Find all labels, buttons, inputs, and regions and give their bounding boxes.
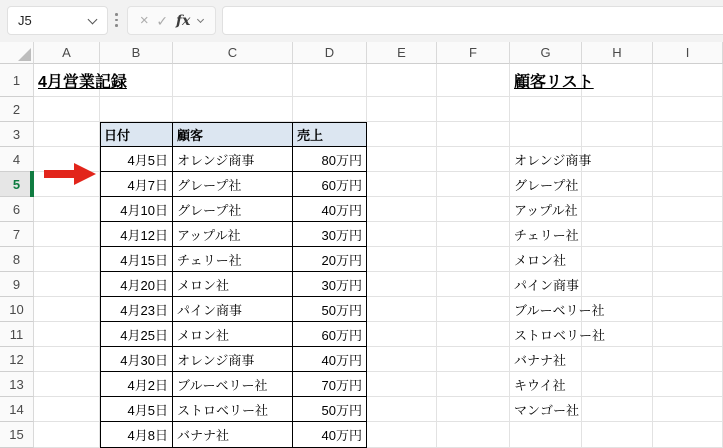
cell-C12[interactable]: オレンジ商事	[173, 347, 293, 372]
cell-D13[interactable]: 70万円	[293, 372, 367, 397]
cell-F3[interactable]	[437, 122, 510, 147]
cell-F4[interactable]	[437, 147, 510, 172]
cell-G2[interactable]	[510, 97, 582, 122]
cell-A7[interactable]	[34, 222, 100, 247]
red-arrow-shaft	[44, 170, 75, 178]
cell-C10[interactable]: パイン商事	[173, 297, 293, 322]
name-box-value: J5	[18, 13, 32, 28]
name-box[interactable]	[7, 6, 108, 35]
cell-B12[interactable]: 4月30日	[100, 347, 173, 372]
cell-H7[interactable]	[582, 222, 653, 247]
cell-F13[interactable]	[437, 372, 510, 397]
cell-H9[interactable]	[582, 272, 653, 297]
cancel-icon[interactable]: ×	[139, 12, 149, 29]
cell-I9[interactable]	[653, 272, 723, 297]
chevron-down-icon[interactable]	[88, 14, 98, 24]
cell-G5[interactable]: グレープ社	[510, 172, 582, 197]
cell-H4[interactable]	[582, 147, 653, 172]
cell-H10[interactable]	[582, 297, 653, 322]
cell-B9[interactable]: 4月20日	[100, 272, 173, 297]
sheet-grid	[0, 42, 723, 448]
cell-F14[interactable]	[437, 397, 510, 422]
cell-I2[interactable]	[653, 97, 723, 122]
cell-F6[interactable]	[437, 197, 510, 222]
cell-G8[interactable]: メロン社	[510, 247, 582, 272]
cell-E11[interactable]	[367, 322, 437, 347]
row-header-1[interactable]: 1	[0, 64, 34, 97]
row-header-6[interactable]: 6	[0, 197, 34, 222]
cell-A12[interactable]	[34, 347, 100, 372]
cell-C13[interactable]: ブルーベリー社	[173, 372, 293, 397]
cell-A10[interactable]	[34, 297, 100, 322]
cell-C5[interactable]: グレープ社	[173, 172, 293, 197]
cell-A6[interactable]	[34, 197, 100, 222]
select-all-corner[interactable]	[0, 42, 34, 64]
table-header-sales[interactable]: 売上	[293, 122, 367, 147]
cell-C11[interactable]: メロン社	[173, 322, 293, 347]
cell-E4[interactable]	[367, 147, 437, 172]
formula-toolbar	[0, 0, 723, 42]
cell-I4[interactable]	[653, 147, 723, 172]
cell-E12[interactable]	[367, 347, 437, 372]
cell-G10[interactable]: ブルーベリー社	[510, 297, 582, 322]
cell-D6[interactable]: 40万円	[293, 197, 367, 222]
cell-D7[interactable]: 30万円	[293, 222, 367, 247]
accept-icon[interactable]: ✓	[156, 12, 169, 29]
cell-F9[interactable]	[437, 272, 510, 297]
column-header-B[interactable]: B	[100, 42, 173, 64]
cell-C6[interactable]: グレープ社	[173, 197, 293, 222]
cell-E5[interactable]	[367, 172, 437, 197]
corner-triangle-icon	[18, 48, 31, 61]
cell-E13[interactable]	[367, 372, 437, 397]
row-header-2[interactable]: 2	[0, 97, 34, 122]
cell-F15[interactable]	[437, 422, 510, 448]
cell-D11[interactable]: 60万円	[293, 322, 367, 347]
cell-H6[interactable]	[582, 197, 653, 222]
cell-A9[interactable]	[34, 272, 100, 297]
cell-E10[interactable]	[367, 297, 437, 322]
cell-D15[interactable]: 40万円	[293, 422, 367, 448]
cell-E8[interactable]	[367, 247, 437, 272]
cell-G3[interactable]	[510, 122, 582, 147]
cell-D12[interactable]: 40万円	[293, 347, 367, 372]
cell-H5[interactable]	[582, 172, 653, 197]
table-header-customer[interactable]: 顧客	[173, 122, 293, 147]
cell-D8[interactable]: 20万円	[293, 247, 367, 272]
formula-button-group	[127, 6, 216, 35]
cell-E3[interactable]	[367, 122, 437, 147]
column-header-F[interactable]: F	[437, 42, 510, 64]
cell-C15[interactable]: バナナ社	[173, 422, 293, 448]
cell-D14[interactable]: 50万円	[293, 397, 367, 422]
insert-function-icon[interactable]: fx	[175, 12, 191, 29]
cell-A8[interactable]	[34, 247, 100, 272]
cell-G15[interactable]	[510, 422, 582, 448]
cell-I14[interactable]	[653, 397, 723, 422]
cell-C2[interactable]	[173, 97, 293, 122]
cell-H15[interactable]	[582, 422, 653, 448]
cell-D4[interactable]: 80万円	[293, 147, 367, 172]
cell-A13[interactable]	[34, 372, 100, 397]
cell-G6[interactable]: アップル社	[510, 197, 582, 222]
row-header-9[interactable]: 9	[0, 272, 34, 297]
cell-H3[interactable]	[582, 122, 653, 147]
cell-I1[interactable]	[653, 64, 723, 97]
cell-I10[interactable]	[653, 297, 723, 322]
column-header-I[interactable]: I	[653, 42, 723, 64]
cell-F7[interactable]	[437, 222, 510, 247]
cell-C1[interactable]	[173, 64, 293, 97]
vertical-dots-icon	[115, 13, 118, 27]
cell-B13[interactable]: 4月2日	[100, 372, 173, 397]
cell-C8[interactable]: チェリー社	[173, 247, 293, 272]
cell-B10[interactable]: 4月23日	[100, 297, 173, 322]
cell-A11[interactable]	[34, 322, 100, 347]
cell-H2[interactable]	[582, 97, 653, 122]
cell-B4[interactable]: 4月5日	[100, 147, 173, 172]
cell-H14[interactable]	[582, 397, 653, 422]
cell-E14[interactable]	[367, 397, 437, 422]
cell-C14[interactable]: ストロベリー社	[173, 397, 293, 422]
column-header-H[interactable]: H	[582, 42, 653, 64]
row-header-13[interactable]: 13	[0, 372, 34, 397]
cell-B7[interactable]: 4月12日	[100, 222, 173, 247]
table-header-date[interactable]: 日付	[100, 122, 173, 147]
cell-E2[interactable]	[367, 97, 437, 122]
column-header-E[interactable]: E	[367, 42, 437, 64]
cell-C4[interactable]: オレンジ商事	[173, 147, 293, 172]
cell-F2[interactable]	[437, 97, 510, 122]
cell-I15[interactable]	[653, 422, 723, 448]
column-header-C[interactable]: C	[173, 42, 293, 64]
column-header-D[interactable]: D	[293, 42, 367, 64]
cell-G13[interactable]: キウイ社	[510, 372, 582, 397]
row-header-15[interactable]: 15	[0, 422, 34, 448]
row-header-14[interactable]: 14	[0, 397, 34, 422]
red-arrow-head	[74, 163, 96, 185]
cell-G14[interactable]: マンゴー社	[510, 397, 582, 422]
cell-B5[interactable]: 4月7日	[100, 172, 173, 197]
cell-F10[interactable]	[437, 297, 510, 322]
row-header-3[interactable]: 3	[0, 122, 34, 147]
cell-G11[interactable]: ストロベリー社	[510, 322, 582, 347]
row-header-8[interactable]: 8	[0, 247, 34, 272]
chevron-down-icon[interactable]	[197, 15, 204, 22]
cell-I11[interactable]	[653, 322, 723, 347]
cell-G1-list-title[interactable]: 顧客リスト	[510, 64, 582, 97]
red-arrow-shape[interactable]	[44, 163, 96, 185]
column-header-A[interactable]: A	[34, 42, 100, 64]
cell-I8[interactable]	[653, 247, 723, 272]
cell-A1-title[interactable]: 4月営業記録	[34, 64, 100, 97]
cell-I3[interactable]	[653, 122, 723, 147]
cell-B8[interactable]: 4月15日	[100, 247, 173, 272]
cell-E6[interactable]	[367, 197, 437, 222]
cell-E9[interactable]	[367, 272, 437, 297]
cell-A2[interactable]	[34, 97, 100, 122]
cell-D5[interactable]: 60万円	[293, 172, 367, 197]
cell-B6[interactable]: 4月10日	[100, 197, 173, 222]
cell-B11[interactable]: 4月25日	[100, 322, 173, 347]
cell-E7[interactable]	[367, 222, 437, 247]
column-header-G[interactable]: G	[510, 42, 582, 64]
cell-H13[interactable]	[582, 372, 653, 397]
cell-D2[interactable]	[293, 97, 367, 122]
cell-I12[interactable]	[653, 347, 723, 372]
cell-D9[interactable]: 30万円	[293, 272, 367, 297]
cell-F1[interactable]	[437, 64, 510, 97]
cell-B15[interactable]: 4月8日	[100, 422, 173, 448]
cell-B14[interactable]: 4月5日	[100, 397, 173, 422]
cell-H12[interactable]	[582, 347, 653, 372]
cell-I7[interactable]	[653, 222, 723, 247]
cell-F5[interactable]	[437, 172, 510, 197]
cell-G9[interactable]: パイン商事	[510, 272, 582, 297]
cell-G7[interactable]: チェリー社	[510, 222, 582, 247]
row-header-11[interactable]: 11	[0, 322, 34, 347]
cell-G4[interactable]: オレンジ商事	[510, 147, 582, 172]
row-header-5[interactable]: 5	[0, 172, 34, 197]
cell-F11[interactable]	[437, 322, 510, 347]
row-header-12[interactable]: 12	[0, 347, 34, 372]
row-header-10[interactable]: 10	[0, 297, 34, 322]
formula-bar-input[interactable]	[222, 6, 723, 35]
cell-C7[interactable]: アップル社	[173, 222, 293, 247]
cell-A15[interactable]	[34, 422, 100, 448]
cell-I6[interactable]	[653, 197, 723, 222]
cell-F8[interactable]	[437, 247, 510, 272]
row-header-7[interactable]: 7	[0, 222, 34, 247]
cell-C9[interactable]: メロン社	[173, 272, 293, 297]
cell-I13[interactable]	[653, 372, 723, 397]
cell-A14[interactable]	[34, 397, 100, 422]
cell-D1[interactable]	[293, 64, 367, 97]
cell-H8[interactable]	[582, 247, 653, 272]
cell-D10[interactable]: 50万円	[293, 297, 367, 322]
cell-A3[interactable]	[34, 122, 100, 147]
cell-H11[interactable]	[582, 322, 653, 347]
cell-F12[interactable]	[437, 347, 510, 372]
cell-G12[interactable]: バナナ社	[510, 347, 582, 372]
cell-I5[interactable]	[653, 172, 723, 197]
row-header-4[interactable]: 4	[0, 147, 34, 172]
cell-B2[interactable]	[100, 97, 173, 122]
cell-E1[interactable]	[367, 64, 437, 97]
cell-E15[interactable]	[367, 422, 437, 448]
